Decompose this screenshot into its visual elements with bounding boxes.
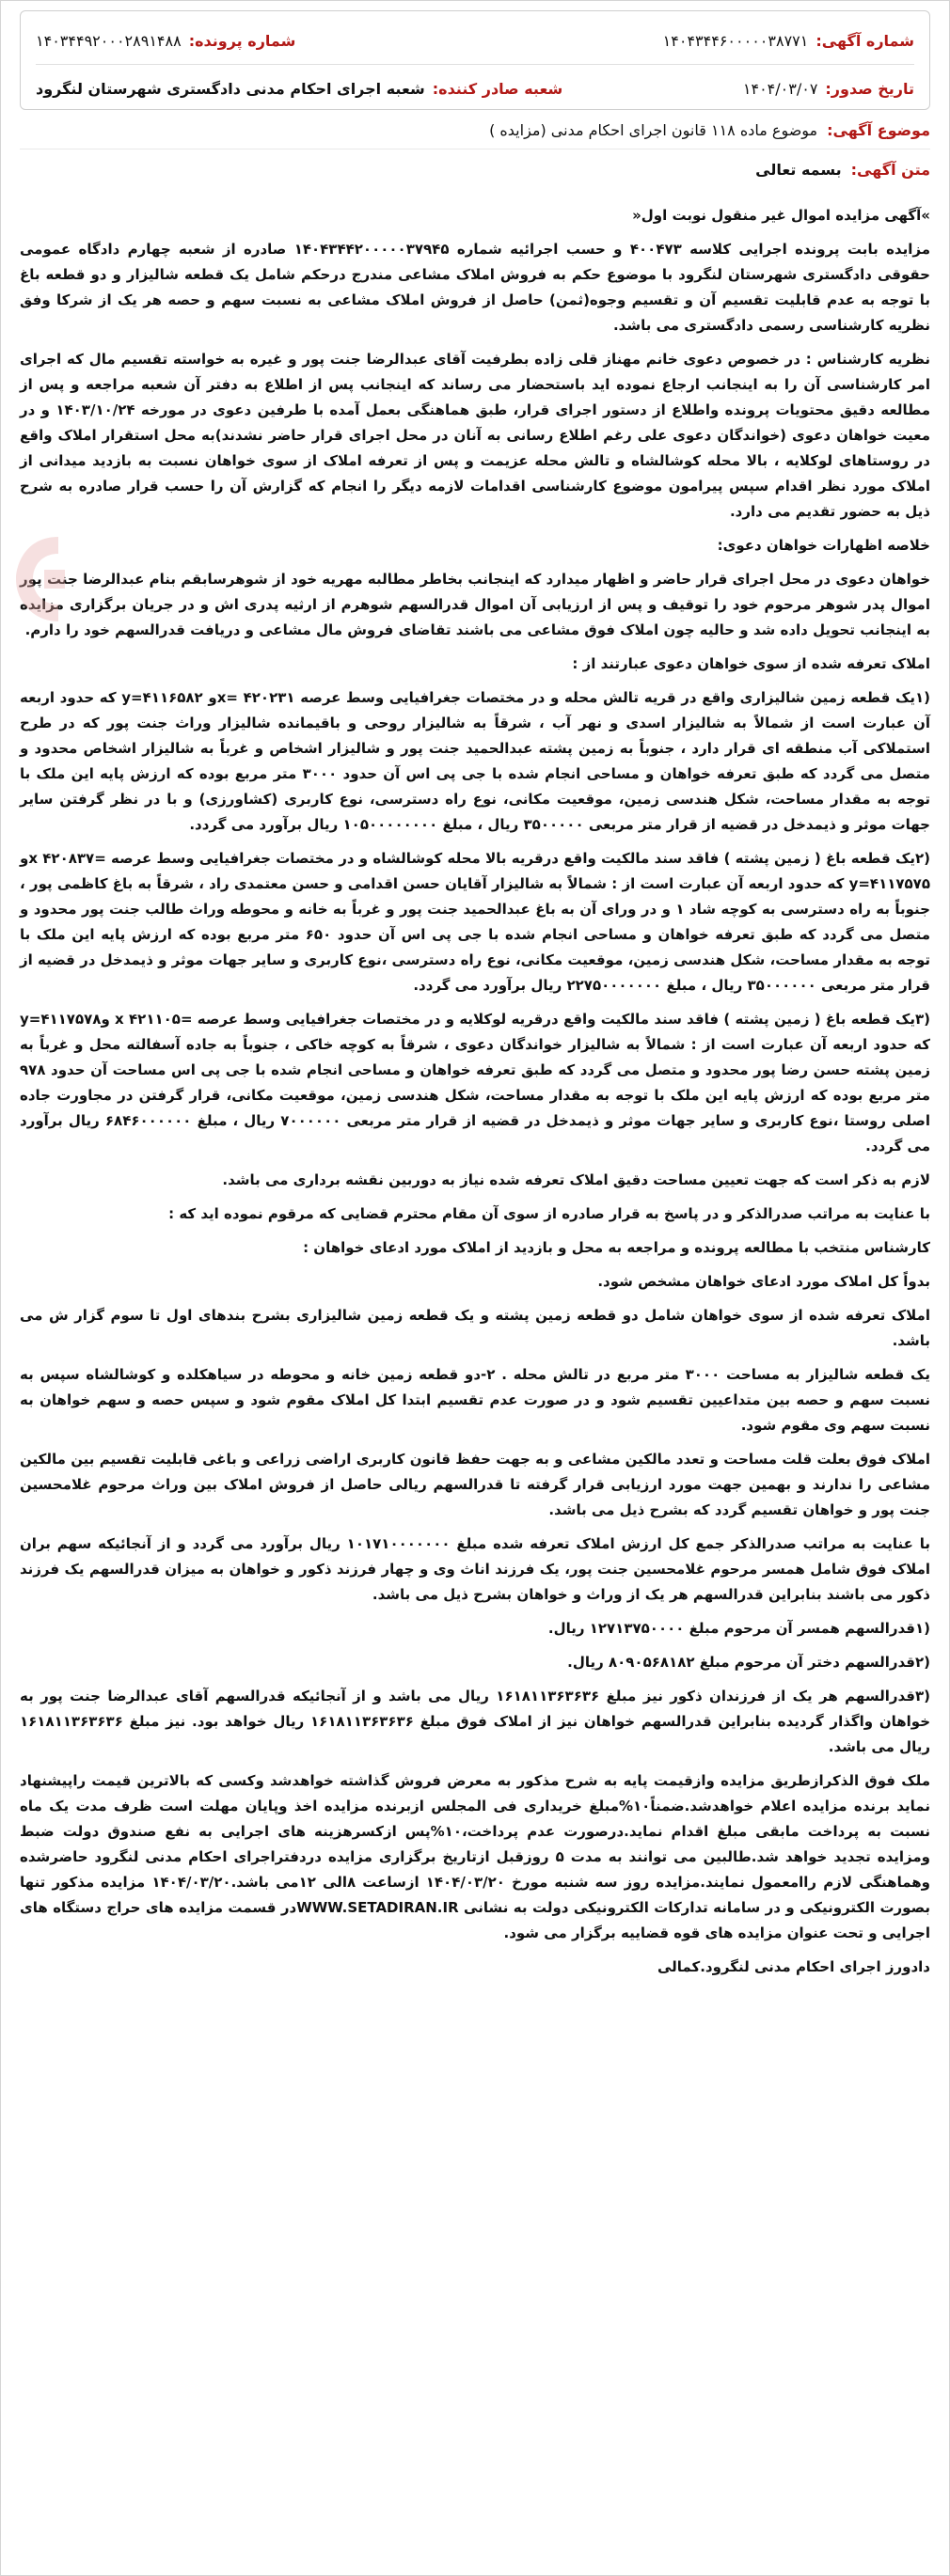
subject-label: موضوع آگهی:: [827, 121, 930, 139]
paragraph-signature: دادورز اجرای احکام مدنی لنگرود.کمالی: [657, 1958, 930, 1975]
paragraph-property-1: (۱یک قطعه زمین شالیزاری واقع در قریه تالش محله و در مختصات جغرافیایی وسط عرصه ۴۲۰۲۳۱ =xو y=۴۱۱۶۵۸۲ که حدود اربعه آن عبارت است از شمالاً به شالیزار اسدی و نهر آب ، شرقاً به شالیزار روحی و باقیمانده شالیزار وراث جنت پور که در طرح استملاکی آب منطقه ای قرار دارد ، جنوباً به زمین پشته عبدالحمید جنت پور و شالیزار اشخاص و غرباً به شالیزار اشخاص محدود و متصل می گردد که طبق تعرفه خواهان و مساحی انجام شده با جی پی اس آن حدود ۳۰۰۰ متر مربع بوده که ارزش پایه این ملک با توجه به مقدار مساحت، شکل هندسی زمین، موقعیت مکانی، نوع راه دسترسی، نوع کاربری (کشاورزی) و با در نظر گرفتن سایر جهات موثر و ذیمدخل در قضیه از قرار متر مربعی ۳۵۰۰۰۰۰ ریال ، مبلغ ۱۰۵۰۰۰۰۰۰۰۰ ریال برآورد می گردد.: [20, 689, 930, 833]
paragraph-property-2: (۲یک قطعه باغ ( زمین پشته ) فاقد سند مالکیت واقع درقریه بالا محله کوشالشاه و در مختصات جغرافیایی وسط عرصه =x ۴۲۰۸۳۷و y=۴۱۱۷۵۷۵ که حدود اربعه آن عبارت است از : شمالاً به شالیزار آقایان حسن اقدامی و حسن معتمدی راد ، شرقاً به باغ کاظمی پور ، جنوباً به راه دسترسی به کوچه شاد ۱ و در ورای آن به باغ عبدالحمید جنت پور و غرباً به خانه و محوطه وراث طالب جنت پور محدود و متصل می گردد که طبق تعرفه خواهان و مساحی انجام شده با جی پی اس آن حدود ۶۵۰ متر مربع بوده که ارزش پایه این ملک با توجه به مقدار مساحت، شکل هندسی زمین، موقعیت مکانی، نوع راه دسترسی ،نوع کاربری و سایر جهات موثر و ذیمدخل در قضیه از قرار متر مربعی ۳۵۰۰۰۰۰۰ ریال ، مبلغ ۲۲۷۵۰۰۰۰۰۰۰ ریال برآورد می گردد.: [20, 850, 930, 994]
auction-title: »آگهی مزایده اموال غیر منقول نوبت اول«: [632, 207, 930, 224]
issuing-branch-value: شعبه اجرای احکام مدنی دادگستری شهرستان لنگرود: [36, 79, 425, 98]
paragraph-properties-list: املاک تعرفه شده از سوی خواهان شامل دو قطعه زمین پشته و یک قطعه زمین شالیزاری بشرح بندهای اول تا سوم گزار ش می باشد.: [20, 1307, 930, 1349]
paragraph-share-spouse: (۱قدرالسهم همسر آن مرحوم مبلغ ۱۲۷۱۳۷۵۰۰۰۰ ریال.: [547, 1620, 930, 1637]
paragraph-expert-task: کارشناس منتخب با مطالعه پرونده و مراجعه به محل و بازدید از املاک مورد ادعای خواهان :: [303, 1239, 930, 1256]
ad-number-label: شماره آگهی:: [815, 31, 914, 50]
ad-number-value: ۱۴۰۴۳۴۴۶۰۰۰۰۰۳۸۷۷۱: [662, 31, 809, 50]
header-row-1: [36, 17, 914, 65]
paragraph-total-value: با عنایت به مراتب صدرالذکر جمع کل ارزش املاک تعرفه شده مبلغ ۱۰۱۷۱۰۰۰۰۰۰۰ ریال برآورد می گردد و از آنجائیکه سهم بران املاک فوق شامل همسر مرحوم غلامحسین جنت پور، یک فرزند اناث وی و چهار فرزند ذکور و خواهان به میزان قدرالسهم یک فرزند ذکور می باشند بنابراین قدرالسهم هر یک از وراث و خواهان بشرح ذیل می باشد.: [20, 1535, 930, 1603]
subject-row: [20, 121, 930, 149]
paragraph-survey-note: لازم به ذکر است که جهت تعیین مساحت دقیق املاک تعرفه شده نیاز به دوربین نقشه برداری می باشد.: [222, 1171, 930, 1188]
case-number: [36, 32, 295, 50]
ad-number: [663, 32, 914, 50]
issue-date-value: ۱۴۰۴/۰۳/۰۷: [742, 79, 818, 98]
paragraph-auction-terms: ملک فوق الذکرازطریق مزایده وازقیمت پایه به شرح مذکور به معرض فروش گذاشته خواهدشد وکسی که بالاترین قیمت راپیشنهاد نماید برنده مزایده اعلام خواهدشد.ضمناً۱۰%مبلغ خریداری فی المجلس ازبرنده مزایده اخذ وپایان مهلت است ظرف مدت یک ماه نسبت به پرداخت مابقی مبلغ اقدام نماید.درصورت عدم پرداخت،۱۰%پس ازکسرهزینه های اجرایی به نفع صندوق دولت ضبط ومزایده تجدید خواهد شد.طالبین می توانند به مدت ۵ روزقبل ازتاریخ برگزاری مزایده دردفتراجرای احکام مدنی لنگرود حاضرشده وهماهنگی لازم راامعمول نمایند.مزایده روز سه شنبه مورخ ۱۴۰۴/۰۳/۲۰ ازساعت ۸الی ۱۲می باشد.۱۴۰۴/۰۳/۲۰ مزایده مذکور تنها بصورت الکترونیکی و در سامانه تدارکات الکترونیکی دولت به نشانی WWW.SETADIRAN.IRدر قسمت مزایده های حراج دستگاه های اجرایی و تحت عنوان مزایده های قوه قضاییه برگزار می شود.: [20, 1772, 930, 1941]
header-box: [20, 10, 930, 110]
paragraph-plaintiff-statement: خواهان دعوی در محل اجرای قرار حاضر و اظهار میدارد که اینجانب بخاطر مطالبه مهریه خود از شوهرسابقم بنام عبدالرضا جنت پور اموال پدر شوهر مرحوم خود را توقیف و پس از ارزیابی آن اموال قدرالسهم شوهرم از ارثیه پدری اش و در جریان برگزاری مزایده به اینجانب تحویل داده شد و حالیه چون املاک فوق مشاعی می باشند تقاضای فروش مال مشاعی و دریافت قدرالسهم خود را دارم.: [20, 571, 930, 638]
paragraph-properties-heading: املاک تعرفه شده از سوی خواهان دعوی عبارتند از :: [572, 655, 930, 672]
case-number-value: ۱۴۰۳۴۴۹۲۰۰۰۲۸۹۱۴۸۸: [36, 31, 182, 50]
subject-value: موضوع ماده ۱۱۸ قانون اجرای احکام مدنی (مزایده ): [489, 121, 818, 139]
issuing-branch: [36, 80, 562, 98]
paragraph-division-request: یک قطعه شالیزار به مساحت ۳۰۰۰ متر مربع در تالش محله . ۲-دو قطعه زمین خانه و محوطه در سیاهکلده و کوشالشاه سپس به نسبت سهم و حصه بین متداعیین تقسیم شود و در صورت عدم تقسیم ابتدا کل املاک مقوم شود و سپس حصه و سهم خواهان به نسبت سهم وی مقوم شود.: [20, 1366, 930, 1434]
ad-text-value: بسمه تعالی: [755, 161, 842, 179]
case-number-label: شماره پرونده:: [188, 31, 296, 50]
header-row-2: [36, 65, 914, 112]
issuing-branch-label: شعبه صادر کننده:: [432, 79, 563, 98]
faded-logo-icon: [7, 527, 72, 631]
paragraph-share-sons: (۳قدرالسهم هر یک از فرزندان ذکور نیز مبلغ ۱۶۱۸۱۱۳۶۳۶۳۶ ریال می باشد و از آنجائیکه قدرالسهم آقای عبدالرضا جنت پور به خواهان واگذار گردیده بنابراین قدرالسهم خواهان نیز از املاک فوق مبلغ ۱۶۱۸۱۱۳۶۳۶۳۶ ریال خواهد بود. نیز مبلغ ۱۶۱۸۱۱۳۶۳۶۳۶ ریال می باشد.: [20, 1688, 931, 1755]
paragraph-court-order: با عنایت به مراتب صدرالذکر و در پاسخ به قرار صادره از سوی آن مقام محترم قضایی که مرقوم نموده اید که :: [168, 1205, 930, 1222]
ad-text-label: متن آگهی:: [850, 161, 930, 179]
paragraph-property-3: (۳یک قطعه باغ ( زمین پشته ) فاقد سند مالکیت واقع درقریه لوکلایه و در مختصات جغرافیایی وسط عرصه =x ۴۲۱۱۰۵ وy=۴۱۱۷۵۷۸ که حدود اربعه آن عبارت است از : شمالاً به شالیزار خواندگان دعوی ، شرقاً به کوچه خاکی ، جنوباً به جاده آسفالته محل و غرباً به زمین پشته حسن رضا پور محدود و متصل می گردد که طبق تعرفه خواهان و مساحی انجام شده با جی پی اس مساحت آن حدود ۹۷۸ متر مربع بوده که ارزش پایه این ملک با توجه به مقدار مساحت، شکل هندسی زمین، موقعیت مکانی، قرار گرفتن در مجاورت جاده اصلی روستا ،نوع کاربری و سایر جهات موثر و ذیمدخل در قضیه از قرار متر مربعی ۷۰۰۰۰۰۰ ریال ، مبلغ ۶۸۴۶۰۰۰۰۰۰ ریال برآورد می گردد.: [20, 1011, 931, 1154]
issue-date: [743, 80, 914, 98]
issue-date-label: تاریخ صدور:: [825, 79, 914, 98]
paragraph-expert-opinion: نظریه کارشناس : در خصوص دعوی خانم مهناز قلی زاده بطرفیت آقای عبدالرضا جنت پور و غیره به خواسته تقسیم مال که اجرای امر کارشناسی آن را به اینجانب ارجاع نموده اید باستحضار می رساند که اینجانب پس از اطلاع به دفتر آن شعبه مراجعه و پس از مطالعه دقیق محتویات پرونده واطلاع از دستور اجرای قرار، طبق هماهنگی بعمل آمده با طرفین دعوی در مورخه ۱۴۰۳/۱۰/۲۴ و در معیت خواهان دعوی (خواندگان دعوی علی رغم اطلاع رسانی به آنان در محل اجرای قرار حاضر نشدند)به محل استقرار املاک واقع در روستاهای لوکلایه ، بالا محله کوشالشاه و تالش محله عزیمت و پس از تعرفه املاک از سوی خواهان نسبت به بازدید میدانی از املاک مورد نظر اقدام سپس پیرامون موضوع کارشناسی اقدامات لازمه دیگر را انجام که گزارش آن را حسب قرار صادره به شرح ذیل به حضور تقدیم می دارد.: [20, 351, 930, 520]
paragraph-intro: مزایده بابت پرونده اجرایی کلاسه ۴۰۰۴۷۳ و حسب اجرائیه شماره ۱۴۰۴۳۴۴۲۰۰۰۰۰۳۷۹۴۵ صادره از شعبه چهارم دادگاه عمومی حقوقی دادگستری شهرستان لنگرود با موضوع حکم به فروش املاک مشاعی مندرج درحکم شامل یک قطعه شالیزار و دو قطعه باغ با توجه به عدم قابلیت تقسیم آن و تقسیم وجوه(ثمن) حاصل از فروش املاک مشاعی به نسبت سهم و حصه هر یک از شرکا وفق نظریه کارشناسی رسمی دادگستری می باشد.: [20, 241, 930, 334]
paragraph-identify-properties: بدواً کل املاک مورد ادعای خواهان مشخص شود.: [597, 1273, 930, 1290]
paragraph-indivisibility: املاک فوق بعلت قلت مساحت و تعدد مالکین مشاعی و به جهت حفظ قانون کاربری اراضی زراعی و باغی قابلیت تقسیم بین مالکین مشاعی را ندارند و بهمین جهت مورد ارزیابی قرار گرفته تا قدرالسهم ریالی حاصل از فروش املاک بین وراث مرحوم غلامحسین جنت پور و خواهان تقسیم گردد که بشرح ذیل می باشد.: [20, 1451, 930, 1518]
paragraph-share-daughter: (۲قدرالسهم دختر آن مرحوم مبلغ ۸۰۹۰۵۶۸۱۸۲ ریال.: [567, 1654, 930, 1671]
paragraph-summary-heading: خلاصه اظهارات خواهان دعوی:: [717, 537, 930, 554]
ad-body: [20, 203, 930, 1980]
ad-text-row: [20, 161, 930, 188]
